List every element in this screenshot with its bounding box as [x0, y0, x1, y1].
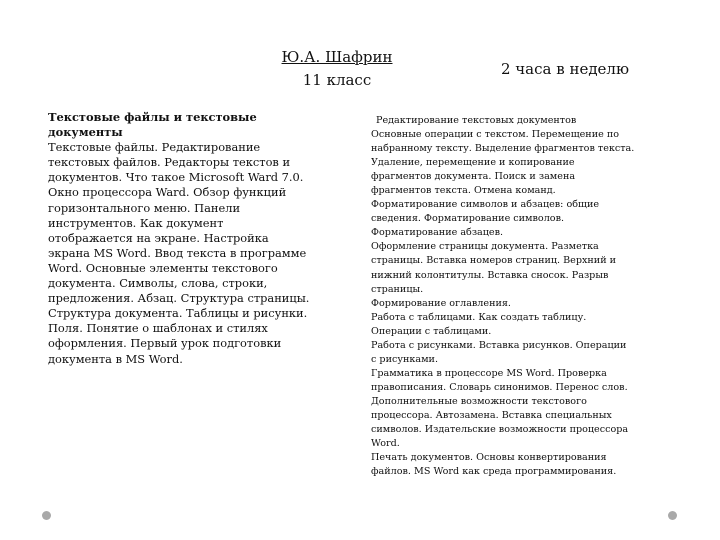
right-column-line: с рисунками.	[371, 353, 438, 365]
right-column	[371, 114, 671, 479]
right-column-line: правописания. Словарь синонимов. Перенос слов.	[371, 381, 628, 393]
grade-label: 11 класс	[302, 71, 372, 89]
right-column-line: Работа с таблицами. Как создать таблицу.	[371, 311, 587, 323]
right-column-line: фрагментов документа. Поиск и замена	[371, 171, 576, 183]
right-column-line: Форматирование символов и абзацев: общие	[371, 199, 600, 211]
right-column-line: Печать документов. Основы конвертирования	[371, 452, 607, 464]
right-column-line: Дополнительные возможности текстового	[371, 395, 587, 407]
right-column-line: Работа с рисунками. Вставка рисунков. Операции	[371, 339, 627, 351]
right-column-line: фрагментов текста. Отмена команд.	[371, 185, 556, 197]
author-name: Ю.А. Шафрин	[281, 48, 393, 66]
right-column-line: Операции с таблицами.	[371, 325, 492, 337]
right-column-line: Удаление, перемещение и копирование	[371, 157, 575, 169]
right-column-line: процессора. Автозамена. Вставка специальных	[371, 409, 612, 421]
right-column-line: Оформление страницы документа. Разметка	[371, 241, 599, 253]
right-column-line: набранному тексту. Выделение фрагментов текста.	[371, 143, 635, 155]
right-column-line: нижний колонтитулы. Вставка сносок. Разрыв	[371, 269, 609, 281]
right-column-line: символов. Издательские возможности процессора	[371, 424, 629, 436]
right-column-heading: Редактирование текстовых документов	[376, 115, 577, 126]
author-block	[252, 48, 422, 90]
left-column	[48, 110, 310, 367]
right-column-line: Форматирование абзацев.	[371, 227, 504, 239]
hours-per-week: 2 часа в неделю	[500, 60, 630, 78]
right-column-line: страницы. Вставка номеров страниц. Верхний и	[371, 255, 617, 267]
right-column-line: файлов. MS Word как среда программирования.	[371, 466, 617, 478]
right-column-line: страницы.	[371, 283, 424, 295]
right-column-line: Грамматика в процессоре MS Word. Проверка	[371, 367, 607, 379]
decorative-dot-right	[668, 511, 677, 520]
right-column-line: сведения. Форматирование символов.	[371, 213, 565, 225]
right-column-line: Word.	[371, 438, 400, 450]
right-column-line: Формирование оглавления.	[371, 297, 511, 309]
right-column-line: Основные операции с текстом. Перемещение по	[371, 129, 619, 141]
left-column-heading: Текстовые файлы и текстовые документы	[48, 110, 257, 140]
left-column-body: Текстовые файлы. Редактирование текстовых файлов. Редакторы текстов и документов. Что такое Microsoft Ward 7.0. Окно процессора Ward. Обзор функций горизонтального меню. Панели инструментов. Как документ отображается на экране. Настройка экрана MS Word. Ввод текста в программе Word. Основные элементы текстового документа. Символы, слова, строки, предложения. Абзац. Структура страницы. Структура документа. Таблицы и рисунки. Поля. Понятие о шаблонах и стилях оформления. Первый урок подготовки документа в MS Word.	[48, 140, 310, 366]
decorative-dot-left	[42, 511, 51, 520]
